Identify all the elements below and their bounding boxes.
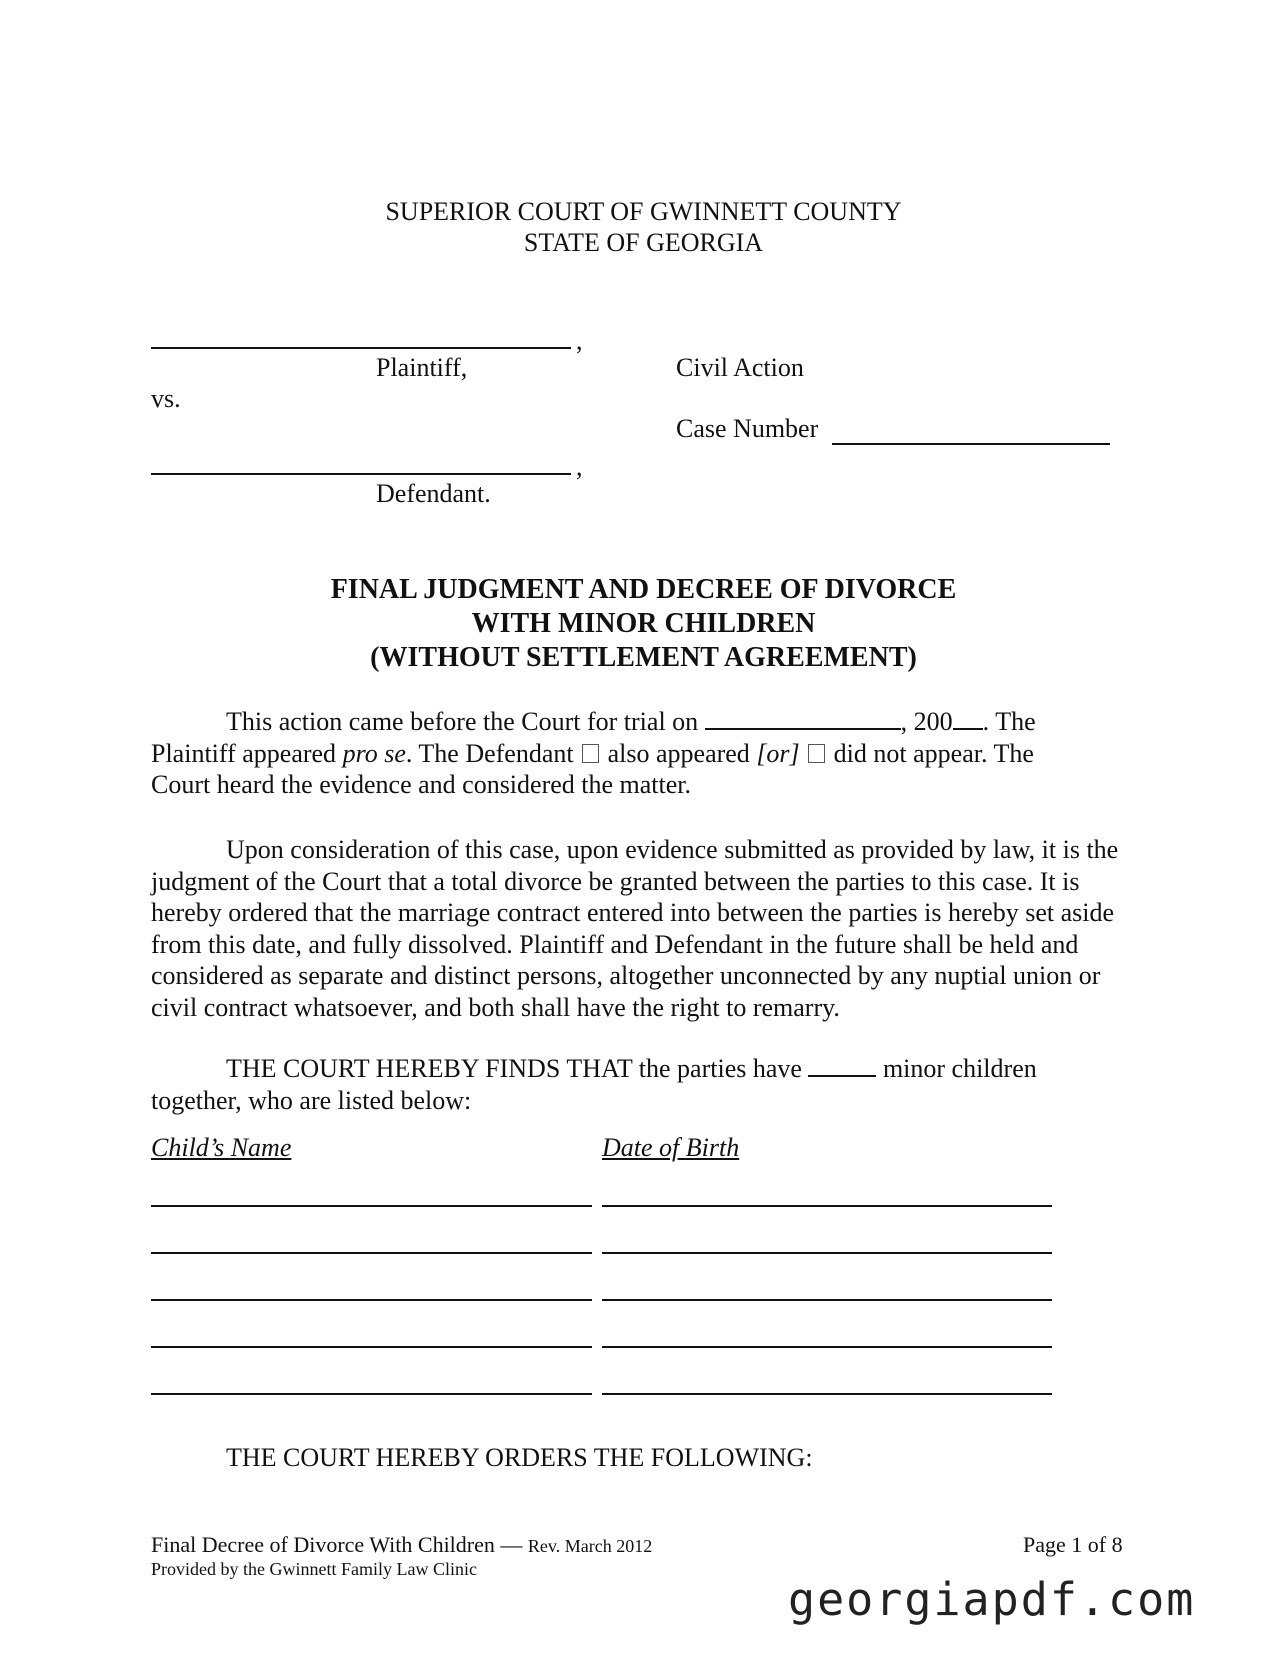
defendant-name-line[interactable] <box>151 473 571 475</box>
children-count-blank[interactable] <box>808 1053 876 1077</box>
child-dob-line-3[interactable] <box>602 1299 1052 1301</box>
case-number-label: Case Number <box>676 414 819 443</box>
child-name-line-4[interactable] <box>151 1346 592 1348</box>
child-name-line-1[interactable] <box>151 1205 592 1207</box>
defendant-appeared-checkbox[interactable] <box>582 744 599 763</box>
trial-date-blank[interactable] <box>705 706 901 730</box>
case-number-line[interactable] <box>832 443 1110 445</box>
paragraph-trial-line1: This action came before the Court for trial on , 200 . The <box>226 707 1036 736</box>
vs-label: vs. <box>151 384 181 413</box>
paragraph-trial-line2: Plaintiff appeared pro se. The Defendant also appeared [or] did not appear. The <box>151 738 1034 768</box>
child-name-header: Child’s Name <box>151 1133 292 1162</box>
date-of-birth-header: Date of Birth <box>602 1133 740 1162</box>
child-dob-line-4[interactable] <box>602 1346 1052 1348</box>
defendant-not-appear-checkbox[interactable] <box>808 744 825 763</box>
site-watermark: georgiapdf.com <box>788 1573 1196 1626</box>
trial-year-blank[interactable] <box>953 706 983 730</box>
court-state: STATE OF GEORGIA <box>523 228 764 257</box>
page-number: Page 1 of 8 <box>1023 1532 1123 1557</box>
plaintiff-comma: , <box>576 326 583 355</box>
defendant-comma: , <box>576 452 583 481</box>
defendant-label: Defendant. <box>376 479 491 508</box>
document-title-line2: WITH MINOR CHILDREN <box>471 608 816 639</box>
child-name-line-2[interactable] <box>151 1252 592 1254</box>
child-name-line-3[interactable] <box>151 1299 592 1301</box>
child-name-line-5[interactable] <box>151 1393 592 1395</box>
court-name: SUPERIOR COURT OF GWINNETT COUNTY <box>385 197 902 226</box>
child-dob-line-2[interactable] <box>602 1252 1052 1254</box>
plaintiff-label: Plaintiff, <box>376 353 468 382</box>
plaintiff-name-line[interactable] <box>151 347 571 349</box>
paragraph-findings: THE COURT HEREBY FINDS THAT the parties have minor children together, who are listed below: <box>151 1054 1037 1115</box>
paragraph-judgment: Upon consideration of this case, upon evidence submitted as provided by law, it is the judgment of the Court that a total divorce be granted between the parties to this case. It is hereby ordered that the marriage contract entered into between the parties is hereby set aside from this date, and fully dissolved. Plaintiff and Defendant in the future shall be held and considered as separate and distinct persons, altogether unconnected by any nuptial union or civil contract whatsoever, and both shall have the right to remarry. <box>151 835 1119 1022</box>
document-title-line3: (WITHOUT SETTLEMENT AGREEMENT) <box>370 642 917 673</box>
civil-action-label: Civil Action <box>676 353 804 382</box>
paragraph-trial <box>151 706 1131 801</box>
orders-heading: THE COURT HEREBY ORDERS THE FOLLOWING: <box>226 1443 813 1472</box>
footer-form-title: Final Decree of Divorce With Children — Rev. March 2012 <box>151 1532 653 1557</box>
footer-provider: Provided by the Gwinnett Family Law Clinic <box>151 1559 477 1579</box>
child-dob-line-1[interactable] <box>602 1205 1052 1207</box>
paragraph-trial-line3: Court heard the evidence and considered the matter. <box>151 770 692 799</box>
document-title-line1: FINAL JUDGMENT AND DECREE OF DIVORCE <box>330 574 957 605</box>
child-dob-line-5[interactable] <box>602 1393 1052 1395</box>
